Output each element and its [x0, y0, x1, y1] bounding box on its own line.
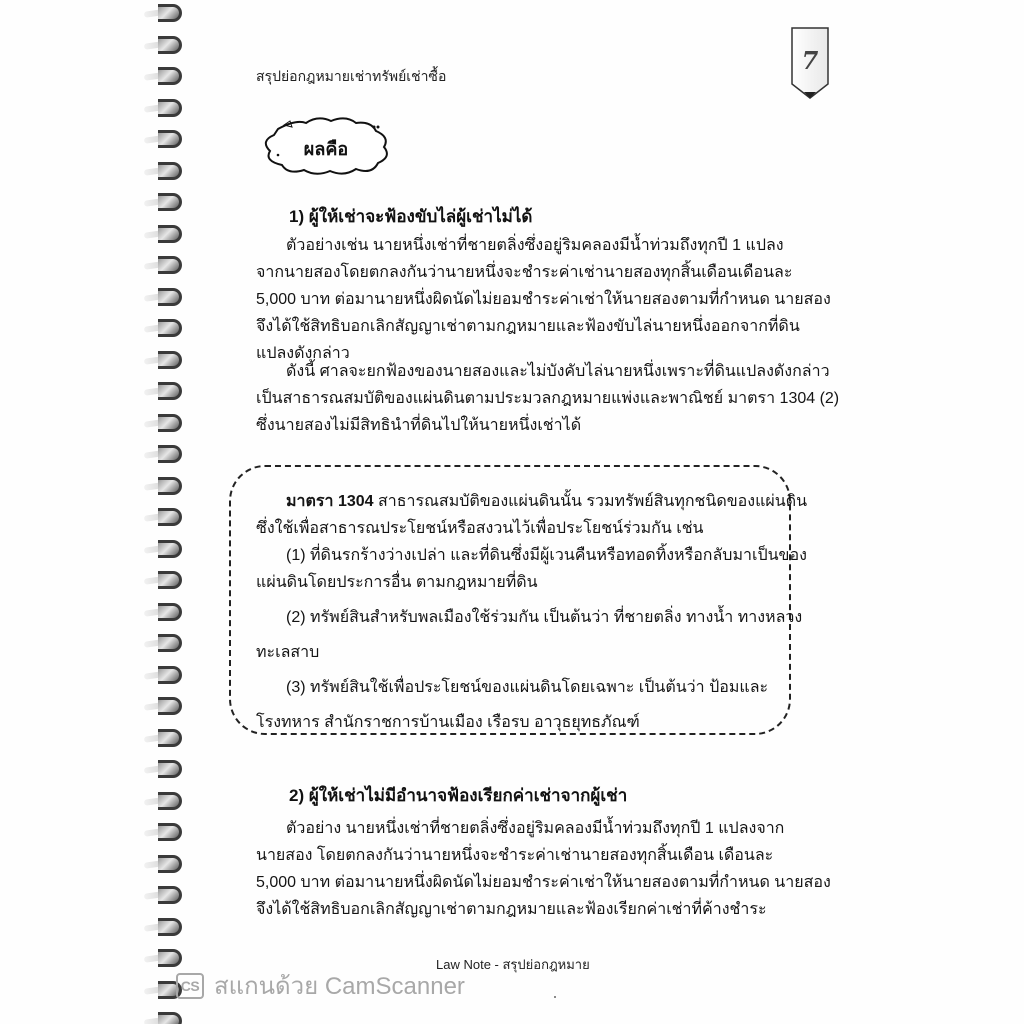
- section-1-ruling: [256, 358, 840, 439]
- spiral-coil: [144, 130, 184, 150]
- spiral-coil: [144, 36, 184, 56]
- camscanner-logo-icon: CS: [176, 973, 204, 999]
- spiral-coil: [144, 729, 184, 749]
- text-line: ตัวอย่าง นายหนึ่งเช่าที่ชายตลิ่งซึ่งอยู่ริมคลองมีน้ำท่วมถึงทุกปี 1 แปลงจาก: [286, 820, 785, 837]
- spiral-coil: [144, 792, 184, 812]
- camscanner-watermark: [176, 966, 465, 1005]
- running-title: สรุปย่อกฎหมายเช่าทรัพย์เช่าซื้อ: [256, 68, 447, 84]
- spiral-coil: [144, 508, 184, 528]
- spiral-coil: [144, 351, 184, 371]
- text-line: จึงได้ใช้สิทธิบอกเลิกสัญญาเช่าตามกฎหมายและฟ้องขับไล่นายหนึ่งออกจากที่ดิน: [256, 318, 800, 335]
- text-line: ตัวอย่างเช่น นายหนึ่งเช่าที่ชายตลิ่งซึ่งอยู่ริมคลองมีน้ำท่วมถึงทุกปี 1 แปลง: [286, 237, 784, 254]
- spiral-coil: [144, 288, 184, 308]
- spiral-coil: [144, 697, 184, 717]
- statute-section-label: มาตรา 1304: [286, 493, 374, 510]
- result-label: ผลคือ: [303, 139, 349, 159]
- statute-intro: [256, 488, 808, 515]
- spiral-coil: [144, 918, 184, 938]
- text-line: 5,000 บาท ต่อมานายหนึ่งผิดนัดไม่ยอมชำระค่าเช่าให้นายสองตามที่กำหนด นายสอง: [256, 874, 831, 891]
- text-line: นายสอง โดยตกลงกันว่านายหนึ่งจะชำระค่าเช่านายสองทุกสิ้นเดือน เดือนละ: [256, 847, 774, 864]
- text-line: ดังนี้ ศาลจะยกฟ้องของนายสองและไม่บังคับไล่นายหนึ่งเพราะที่ดินแปลงดังกล่าว: [286, 363, 830, 380]
- result-burst-label: [256, 115, 396, 177]
- text-line: แปลงดังกล่าว: [256, 345, 350, 362]
- spiral-coil: [144, 1012, 184, 1024]
- spiral-coil: [144, 225, 184, 245]
- section-2-heading: 2) ผู้ให้เช่าไม่มีอำนาจฟ้องเรียกค่าเช่าจากผู้เช่า: [289, 786, 628, 805]
- spiral-coil: [144, 382, 184, 402]
- statute-item-3: (3) ทรัพย์สินใช้เพื่อประโยชน์ของแผ่นดินโดยเฉพาะ เป็นต้นว่า ป้อมและ: [286, 679, 769, 696]
- spiral-coil: [144, 193, 184, 213]
- spiral-coil: [144, 855, 184, 875]
- spiral-coil: [144, 634, 184, 654]
- spiral-coil: [144, 477, 184, 497]
- text-line: ทะเลสาบ: [256, 644, 320, 661]
- spiral-coil: [144, 666, 184, 686]
- text-line: 5,000 บาท ต่อมานายหนึ่งผิดนัดไม่ยอมชำระค่าเช่าให้นายสองตามที่กำหนด นายสอง: [256, 291, 831, 308]
- page-footer: Law Note - สรุปย่อกฎหมาย: [436, 957, 590, 972]
- text-line: ซึ่งนายสองไม่มีสิทธินำที่ดินไปให้นายหนึ่งเช่าได้: [256, 417, 582, 434]
- section-1-example: [256, 232, 831, 367]
- text-line: โรงทหาร สำนักราชการบ้านเมือง เรือรบ อาวุธยุทธภัณฑ์: [256, 714, 640, 731]
- spiral-coil: [144, 571, 184, 591]
- spiral-coil: [144, 99, 184, 119]
- spiral-coil: [144, 162, 184, 182]
- text-line: เป็นสาธารณสมบัติของแผ่นดินตามประมวลกฎหมายแพ่งและพาณิชย์ มาตรา 1304 (2): [256, 390, 840, 407]
- text-line: แผ่นดินโดยประการอื่น ตามกฎหมายที่ดิน: [256, 574, 538, 591]
- spiral-coil: [144, 256, 184, 276]
- spiral-coil: [144, 603, 184, 623]
- page-number-tab: [790, 26, 830, 100]
- spiral-coil: [144, 319, 184, 339]
- text-line: จึงได้ใช้สิทธิบอกเลิกสัญญาเช่าตามกฎหมายและฟ้องเรียกค่าเช่าที่ค้างชำระ: [256, 901, 767, 918]
- statute-item-1: (1) ที่ดินรกร้างว่างเปล่า และที่ดินซึ่งมีผู้เวนคืนหรือทอดทิ้งหรือกลับมาเป็นของ: [286, 547, 807, 564]
- statute-text: [256, 488, 808, 736]
- statute-item-2: (2) ทรัพย์สินสำหรับพลเมืองใช้ร่วมกัน เป็นต้นว่า ที่ชายตลิ่ง ทางน้ำ ทางหลวง: [286, 609, 803, 626]
- spiral-coil: [144, 823, 184, 843]
- text-line: ซึ่งใช้เพื่อสาธารณประโยชน์หรือสงวนไว้เพื่อประโยชน์ร่วมกัน เช่น: [256, 520, 704, 537]
- spiral-coil: [144, 445, 184, 465]
- section-1-heading: 1) ผู้ให้เช่าจะฟ้องขับไล่ผู้เช่าไม่ได้: [289, 207, 533, 226]
- statute-intro-text: สาธารณสมบัติของแผ่นดินนั้น รวมทรัพย์สินทุกชนิดของแผ่นดิน: [373, 493, 808, 510]
- spiral-coil: [144, 886, 184, 906]
- spiral-coil: [144, 414, 184, 434]
- watermark-text: สแกนด้วย CamScanner: [214, 973, 465, 1000]
- spiral-coil: [144, 760, 184, 780]
- spiral-coil: [144, 540, 184, 560]
- text-line: จากนายสองโดยตกลงกันว่านายหนึ่งจะชำระค่าเช่านายสองทุกสิ้นเดือนเดือนละ: [256, 264, 793, 281]
- section-2-example: [256, 815, 831, 923]
- page-number: 7: [801, 46, 819, 75]
- spiral-binding: [140, 0, 188, 1024]
- scan-speck: [554, 996, 556, 998]
- spiral-coil: [144, 67, 184, 87]
- spiral-coil: [144, 4, 184, 24]
